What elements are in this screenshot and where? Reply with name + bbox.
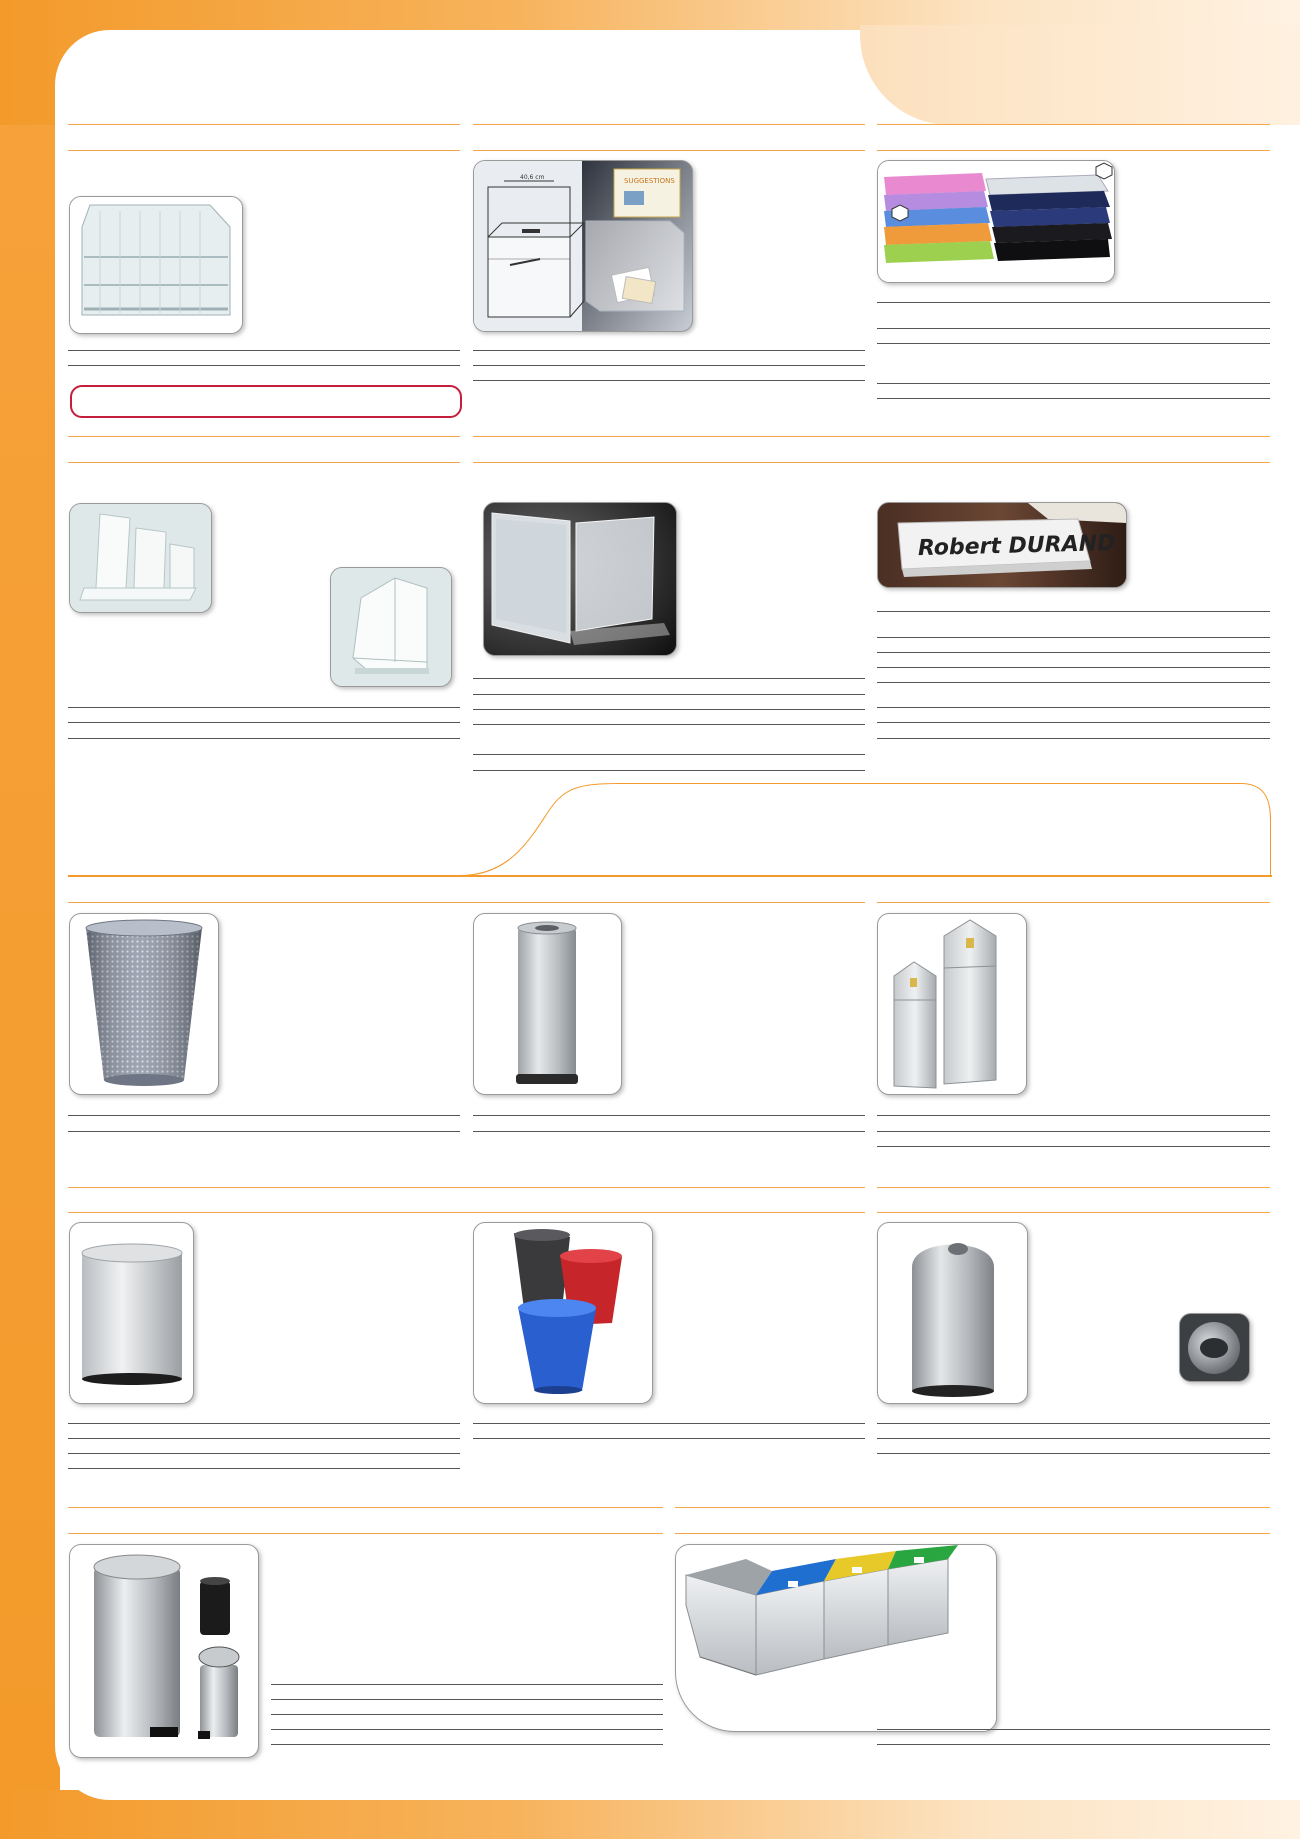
section-rule	[877, 1212, 1270, 1213]
spec-rule	[68, 1468, 460, 1469]
section-rule	[473, 150, 865, 151]
mesh-wastebasket-photo	[69, 913, 219, 1095]
acrylic-brochure-display-icon	[70, 197, 242, 333]
spec-rule	[877, 738, 1270, 739]
pedal-bins-photo	[69, 1544, 259, 1758]
section-rule	[473, 462, 1270, 463]
acrylic-sign-holder-icon	[484, 503, 676, 655]
acrylic-ballot-box-icon	[474, 161, 692, 331]
spec-rule	[877, 667, 1270, 668]
spec-rule	[68, 365, 460, 366]
spec-rule	[271, 1714, 663, 1715]
spec-rule	[68, 1438, 460, 1439]
spec-rule	[473, 754, 865, 755]
spec-rule	[68, 738, 460, 739]
spec-rule	[68, 1131, 460, 1132]
section-rule	[675, 1533, 1270, 1534]
spec-rule	[877, 1744, 1270, 1745]
brochure-display-photo	[69, 196, 243, 334]
spec-rule	[68, 1115, 460, 1116]
push-lid-detail-icon	[1180, 1314, 1249, 1381]
spec-rule	[877, 637, 1270, 638]
spec-rule	[473, 1131, 865, 1132]
spec-rule	[68, 1453, 460, 1454]
section-rule	[68, 150, 460, 151]
spec-rule	[473, 1423, 865, 1424]
spec-rule	[877, 1729, 1270, 1730]
spec-rule	[877, 1438, 1270, 1439]
spec-rule	[877, 652, 1270, 653]
spec-rule	[877, 1423, 1270, 1424]
letter-trays-photo	[877, 160, 1115, 283]
spec-rule	[877, 328, 1270, 329]
standing-ashtray-icon	[474, 914, 621, 1094]
suggestion-box-photo	[473, 160, 693, 332]
spec-rule	[877, 1131, 1270, 1132]
spec-rule	[68, 707, 460, 708]
section-rule	[68, 1187, 865, 1188]
spec-rule	[877, 1453, 1270, 1454]
push-bin-photo	[877, 1222, 1028, 1404]
section-rule	[877, 124, 1270, 125]
spec-rule	[473, 365, 865, 366]
section-rule	[877, 1187, 1270, 1188]
section-rule	[675, 1507, 1270, 1508]
mesh-wastebasket-icon	[70, 914, 218, 1094]
spec-rule	[877, 611, 1270, 612]
spec-rule	[877, 707, 1270, 708]
spec-rule	[473, 724, 865, 725]
spec-rule	[473, 380, 865, 381]
section-rule	[473, 124, 865, 125]
spec-rule	[877, 1146, 1270, 1147]
name-plate-text: Robert DURAND	[917, 530, 1116, 562]
section-rule	[68, 124, 460, 125]
section-rule	[68, 1507, 663, 1508]
colored-letter-trays-icon	[878, 161, 1114, 282]
spec-rule	[877, 302, 1270, 303]
pedal-bins-icon	[70, 1545, 258, 1757]
section-banner-outline	[60, 780, 1272, 880]
spec-rule	[473, 1115, 865, 1116]
spec-rule	[473, 1438, 865, 1439]
push-lid-detail-photo	[1179, 1313, 1250, 1382]
swing-lid-bins-icon	[878, 914, 1026, 1094]
box-dimension-label: 40,6 cm	[520, 174, 545, 181]
spec-rule	[271, 1684, 663, 1685]
spec-rule	[68, 1423, 460, 1424]
section-rule	[473, 436, 1270, 437]
plastic-bins-photo	[473, 1222, 653, 1404]
spec-rule	[271, 1699, 663, 1700]
spec-rule	[473, 709, 865, 710]
spec-rule	[877, 398, 1270, 399]
recycling-bins-icon	[676, 1545, 996, 1731]
spec-rule	[877, 343, 1270, 344]
name-plate-photo	[877, 502, 1127, 588]
sign-holder-photo	[483, 502, 677, 656]
swing-bins-photo	[877, 913, 1027, 1095]
spec-rule	[877, 682, 1270, 683]
section-rule	[68, 1533, 663, 1534]
acrylic-pen-holder-icon	[331, 568, 451, 686]
section-rule	[877, 902, 1270, 903]
price-callout-box	[70, 385, 462, 418]
spec-rule	[271, 1729, 663, 1730]
section-rule	[877, 150, 1270, 151]
page-left-band	[0, 0, 60, 1839]
section-rule	[68, 902, 865, 903]
section-rule	[68, 462, 460, 463]
spec-rule	[271, 1744, 663, 1745]
spec-rule	[473, 350, 865, 351]
recycling-bins-photo	[675, 1544, 997, 1732]
push-lid-bin-icon	[878, 1223, 1027, 1403]
spec-rule	[473, 678, 865, 679]
spec-rule	[877, 1115, 1270, 1116]
pen-holder-photo	[330, 567, 452, 687]
round-bin-photo	[69, 1222, 194, 1404]
ashtray-bin-photo	[473, 913, 622, 1095]
spec-rule	[68, 350, 460, 351]
spec-rule	[877, 722, 1270, 723]
section-rule	[68, 436, 460, 437]
acrylic-desk-sorter-icon	[70, 504, 211, 612]
plastic-wastebaskets-icon	[474, 1223, 652, 1403]
spec-rule	[877, 383, 1270, 384]
section-rule	[68, 1212, 865, 1213]
desk-sorter-photo	[69, 503, 212, 613]
spec-rule	[473, 770, 865, 771]
name-plate-icon	[878, 503, 1126, 587]
spec-rule	[473, 694, 865, 695]
round-metal-bin-icon	[70, 1223, 193, 1403]
spec-rule	[68, 722, 460, 723]
suggestion-sign-text: SUGGESTIONS	[624, 177, 675, 185]
